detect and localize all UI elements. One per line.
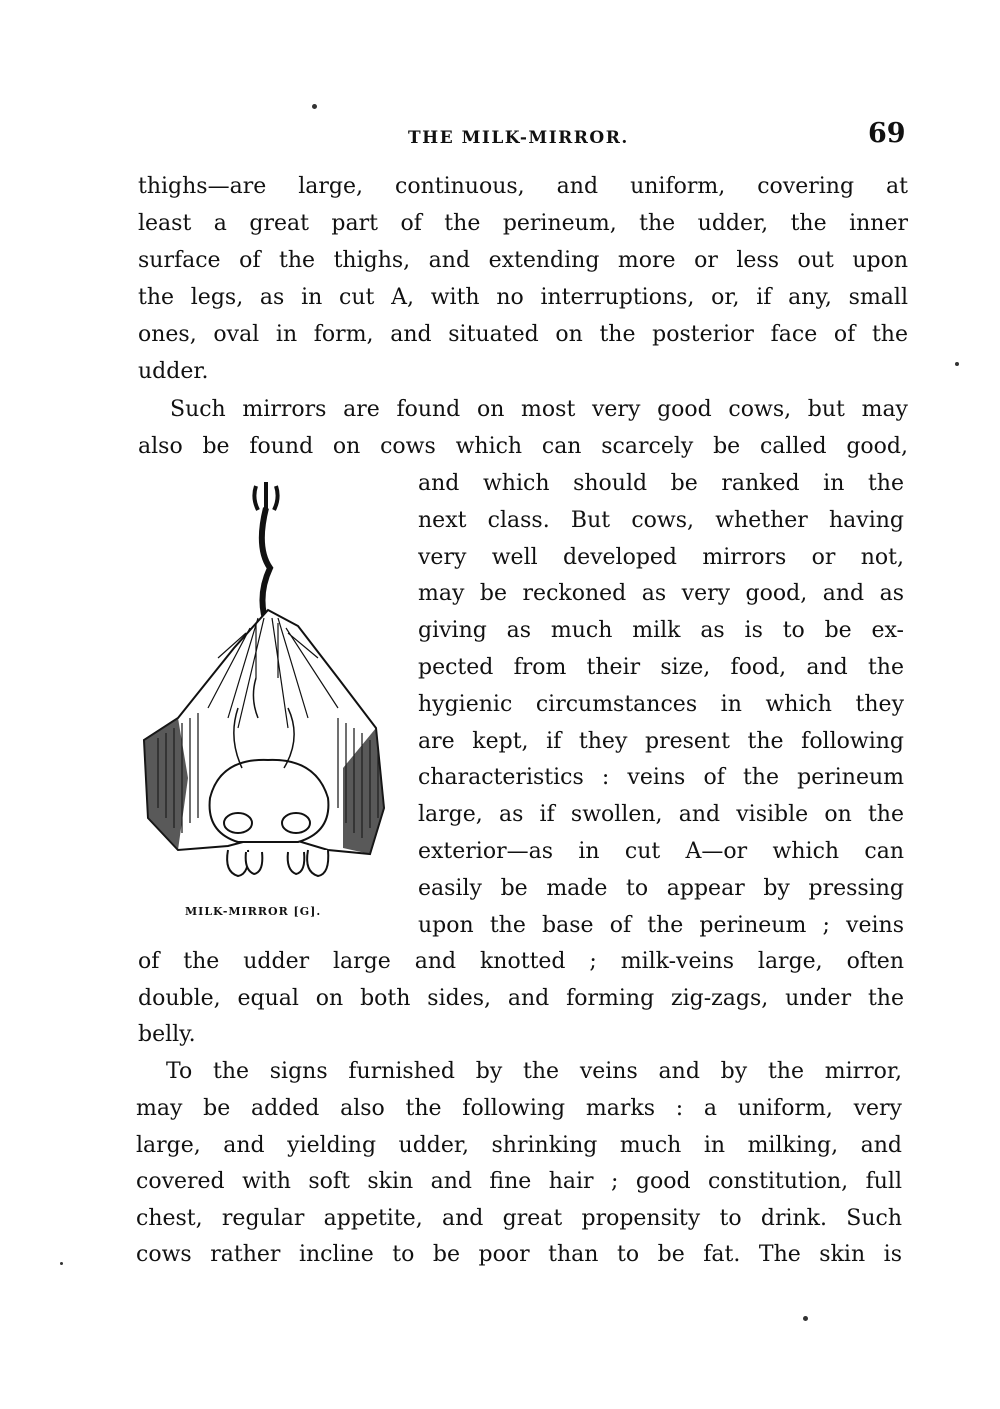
running-title: THE MILK-MIRROR. bbox=[408, 128, 629, 148]
milk-mirror-illustration bbox=[138, 478, 400, 896]
p2-wrap-line-11: exterior—as in cut A—or which can bbox=[418, 839, 904, 864]
p2-wrap-line-10: large, as if swollen, and visible on the bbox=[418, 802, 904, 827]
p2-wrap-line-4: may be reckoned as very good, and as bbox=[418, 581, 904, 606]
p2-line-2: also be found on cows which can scarcely be called good, bbox=[138, 434, 908, 459]
p2-after-line-3: belly. bbox=[138, 1022, 196, 1047]
p3-line-3: large, and yielding udder, shrinking much in milking, and bbox=[136, 1133, 902, 1158]
p1-line-5: ones, oval in form, and situated on the posterior face of the bbox=[138, 322, 908, 347]
p1-line-2: least a great part of the perineum, the udder, the inner bbox=[138, 211, 908, 236]
p2-wrap-line-13: upon the base of the perineum ; veins bbox=[418, 913, 904, 938]
p2-wrap-line-6: pected from their size, food, and the bbox=[418, 655, 904, 680]
p3-line-1: To the signs furnished by the veins and by the mirror, bbox=[166, 1059, 902, 1084]
scan-speck bbox=[803, 1316, 808, 1321]
p2-wrap-line-9: characteristics : veins of the perineum bbox=[418, 765, 904, 790]
p2-wrap-line-3: very well developed mirrors or not, bbox=[418, 545, 904, 570]
p3-line-6: cows rather incline to be poor than to be fat. The skin is bbox=[136, 1242, 902, 1267]
scan-speck bbox=[955, 362, 959, 366]
p2-wrap-line-12: easily be made to appear by pressing bbox=[418, 876, 904, 901]
p3-line-2: may be added also the following marks : a uniform, very bbox=[136, 1096, 902, 1121]
p2-wrap-line-7: hygienic circumstances in which they bbox=[418, 692, 904, 717]
p1-line-6: udder. bbox=[138, 359, 209, 384]
page-number: 69 bbox=[868, 118, 906, 149]
p2-after-line-1: of the udder large and knotted ; milk-veins large, often bbox=[138, 949, 904, 974]
p2-wrap-line-8: are kept, if they present the following bbox=[418, 729, 904, 754]
p3-line-4: covered with soft skin and fine hair ; good constitution, full bbox=[136, 1169, 902, 1194]
figure-caption: MILK-MIRROR [G]. bbox=[185, 905, 322, 918]
p2-wrap-line-5: giving as much milk as is to be ex- bbox=[418, 618, 904, 643]
scan-speck bbox=[60, 1262, 63, 1265]
p2-after-line-2: double, equal on both sides, and forming zig-zags, under the bbox=[138, 986, 904, 1011]
p1-line-4: the legs, as in cut A, with no interruptions, or, if any, small bbox=[138, 285, 908, 310]
p2-wrap-line-2: next class. But cows, whether having bbox=[418, 508, 904, 533]
p1-line-3: surface of the thighs, and extending more or less out upon bbox=[138, 248, 908, 273]
page-header bbox=[0, 118, 1000, 158]
p3-line-5: chest, regular appetite, and great propensity to drink. Such bbox=[136, 1206, 902, 1231]
p2-line-1: Such mirrors are found on most very good cows, but may bbox=[170, 397, 908, 422]
p2-wrap-line-1: and which should be ranked in the bbox=[418, 471, 904, 496]
p1-line-1: thighs—are large, continuous, and uniform, covering at bbox=[138, 174, 908, 199]
scan-speck bbox=[312, 104, 317, 109]
